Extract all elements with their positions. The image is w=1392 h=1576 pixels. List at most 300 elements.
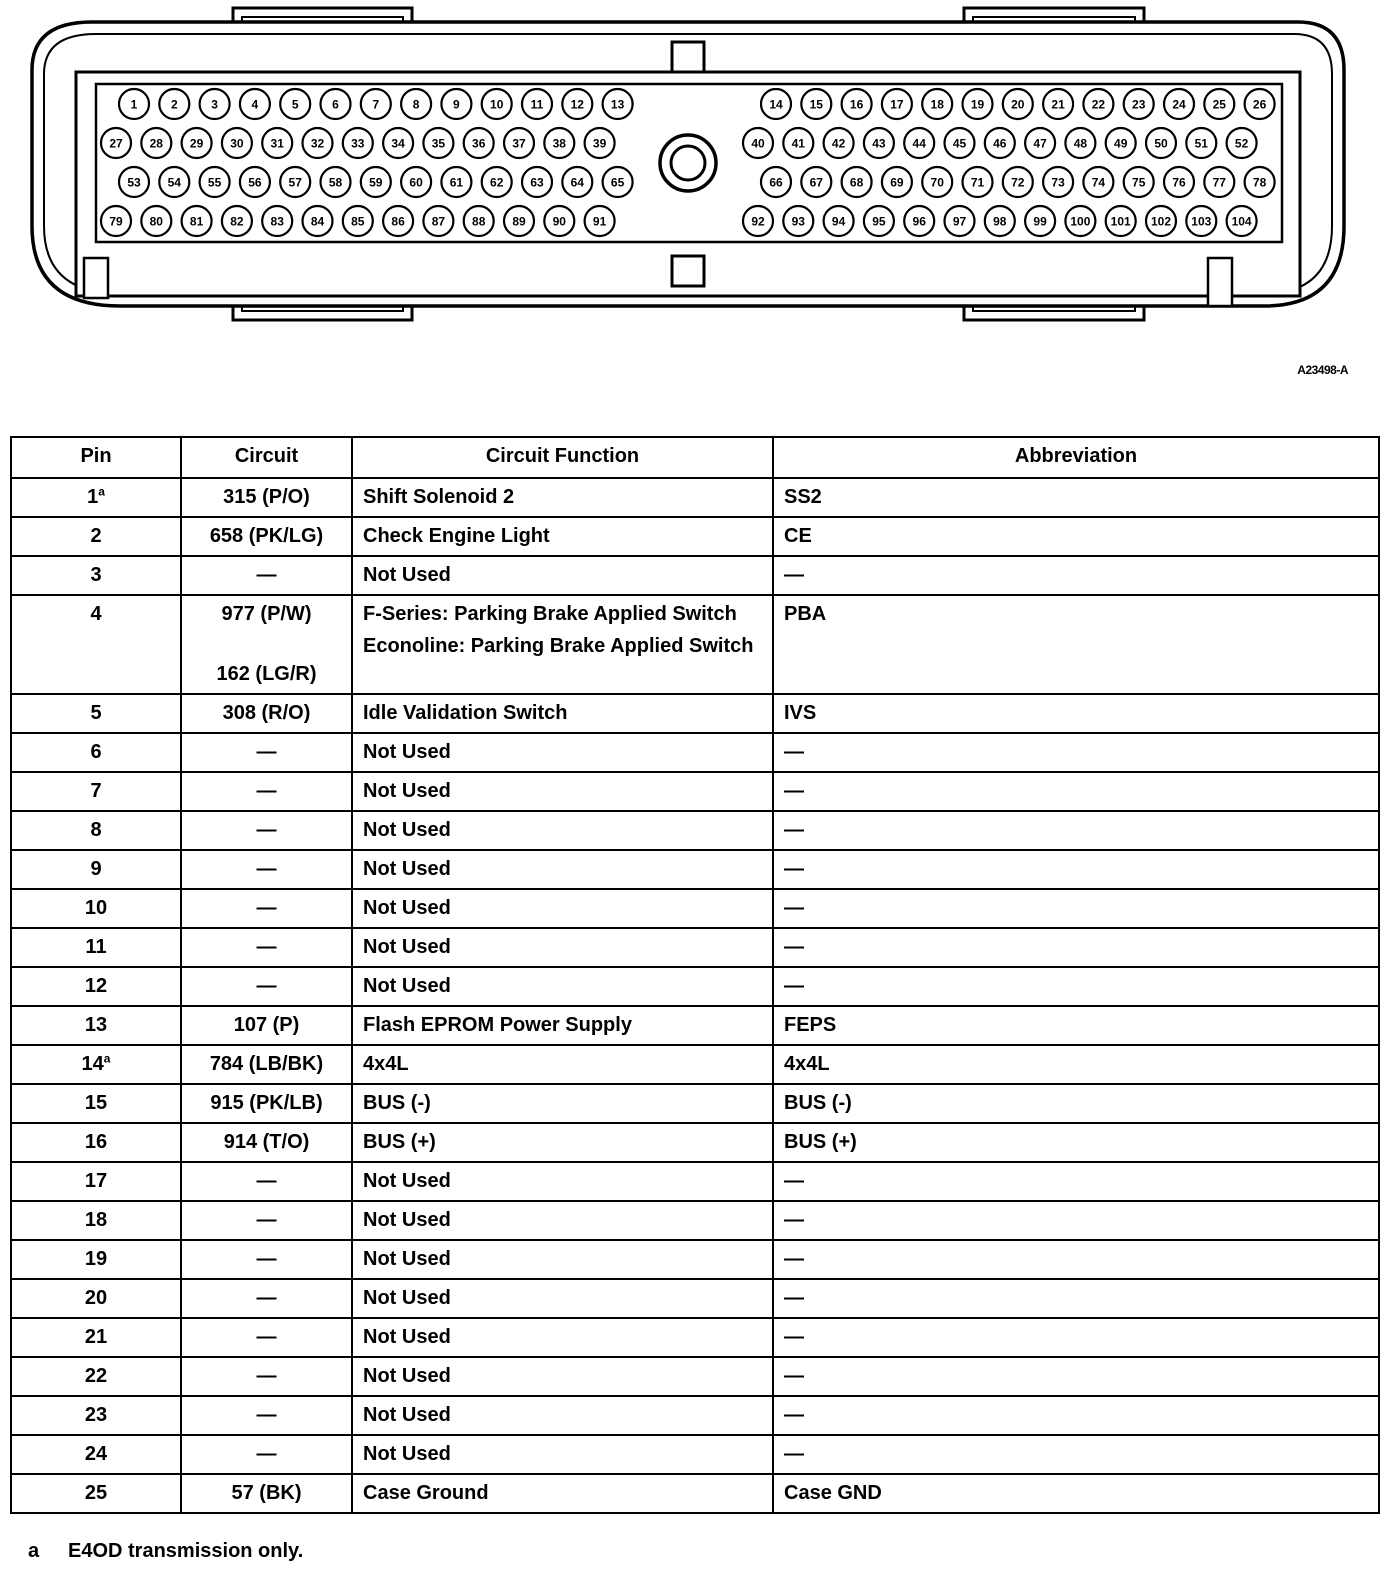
connector-pin-label: 65 [610,175,625,190]
circuit-value: — [256,780,277,802]
connector-pin [119,167,149,197]
connector-pin [1065,128,1095,158]
connector-pin-label: 71 [970,175,985,190]
cell-circuit [181,928,352,967]
connector-pin [1146,128,1176,158]
cell-abbreviation: Case GND [773,1474,1379,1513]
connector-pin [343,128,373,158]
circuit-value: — [256,897,277,919]
pin-number: 22 [84,1365,108,1387]
connector-pin [743,206,773,236]
connector-pin [585,128,615,158]
cell-circuit [181,1357,352,1396]
footnote-ref: a [103,1051,111,1066]
table-row [11,1279,1379,1318]
cell-pin [11,811,181,850]
col-header-circuit: Circuit [181,437,352,478]
cell-abbreviation: — [773,1357,1379,1396]
pin-number: 20 [84,1287,108,1309]
function-value: Not Used [363,1287,451,1309]
connector-pin [544,206,574,236]
cell-function [352,1006,773,1045]
connector-pin-label: 83 [270,214,284,229]
connector-pin [240,89,270,119]
connector-pin-label: 29 [189,136,204,151]
connector-pin [603,167,633,197]
connector-pin-label: 66 [769,175,783,190]
function-value: Not Used [363,1326,451,1348]
cell-function [352,1201,773,1240]
circuit-value: 57 (BK) [231,1482,302,1504]
pin-number: 24 [84,1443,108,1465]
connector-pin-label: 22 [1091,97,1106,112]
connector-pin [1186,206,1216,236]
pin-number: 3 [90,564,102,586]
cell-pin [11,1279,181,1318]
table-row [11,1084,1379,1123]
connector-pin-label: 32 [310,136,325,151]
table-row [11,1006,1379,1045]
connector-pin-label: 3 [211,97,218,112]
pin-number: 17 [84,1170,108,1192]
connector-pin-label: 88 [472,214,486,229]
connector-pin [1025,206,1055,236]
cell-circuit [181,811,352,850]
cell-abbreviation: — [773,1396,1379,1435]
connector-pin [864,206,894,236]
circuit-value: — [256,1443,277,1465]
connector-pin-label: 42 [831,136,846,151]
connector-pin [842,167,872,197]
function-value: Not Used [363,1365,451,1387]
cell-pin [11,967,181,1006]
cell-circuit [181,694,352,733]
circuit-value: — [256,975,277,997]
cell-pin [11,1162,181,1201]
connector-pin-label: 47 [1033,136,1047,151]
cell-circuit [181,556,352,595]
table-row [11,1045,1379,1084]
connector-pin [801,89,831,119]
connector-pin-label: 69 [890,175,904,190]
connector-pin [361,89,391,119]
connector-pin-label: 28 [149,136,163,151]
connector-pin-label: 36 [472,136,486,151]
cell-function [352,556,773,595]
connector-pin [101,206,131,236]
connector-pin-label: 24 [1172,97,1186,112]
cell-abbreviation: — [773,1162,1379,1201]
connector-pin-label: 100 [1070,214,1091,229]
cell-abbreviation: — [773,850,1379,889]
connector-pin [522,167,552,197]
connector-pin [1227,128,1257,158]
pin-number: 1 [87,486,99,508]
connector-pin-label: 98 [993,214,1007,229]
cell-circuit [181,517,352,556]
connector-pin-label: 18 [930,97,944,112]
connector-pin [761,167,791,197]
connector-pin [603,89,633,119]
cell-pin [11,928,181,967]
cell-pin [11,694,181,733]
connector-pin [280,89,310,119]
connector-pin-label: 84 [310,214,325,229]
connector-pin [801,167,831,197]
cell-function [352,1396,773,1435]
cell-abbreviation: — [773,1279,1379,1318]
connector-pin [343,206,373,236]
circuit-value: — [256,936,277,958]
function-value: Case Ground [363,1482,489,1504]
cell-circuit [181,772,352,811]
circuit-value: — [256,564,277,586]
table-row [11,1240,1379,1279]
cell-pin [11,1006,181,1045]
connector-pin-label: 72 [1011,175,1025,190]
connector-pin [1204,89,1234,119]
connector-pin [922,167,952,197]
cell-abbreviation: BUS (-) [773,1084,1379,1123]
connector-pin [1003,167,1033,197]
cell-pin [11,478,181,517]
circuit-value: 977 (P/W) [221,603,312,625]
function-value: Shift Solenoid 2 [363,486,515,508]
connector-pin-label: 70 [930,175,944,190]
connector-pin [1065,206,1095,236]
connector-pin-label: 90 [552,214,566,229]
connector-pin [1227,206,1257,236]
cell-abbreviation: — [773,1435,1379,1474]
pin-number: 13 [84,1014,108,1036]
cell-function [352,811,773,850]
cell-pin [11,517,181,556]
connector-pin-label: 51 [1194,136,1208,151]
cell-pin [11,1318,181,1357]
cell-abbreviation: — [773,556,1379,595]
connector-pin [240,167,270,197]
cell-abbreviation: PBA [773,595,1379,694]
connector-pin [1124,89,1154,119]
connector-pin-label: 6 [332,97,339,112]
cell-abbreviation: 4x4L [773,1045,1379,1084]
connector-pin [1204,167,1234,197]
connector-pin [522,89,552,119]
connector-pin [1245,167,1275,197]
pin-number: 11 [85,936,107,958]
pin-number: 12 [84,975,108,997]
table-row [11,889,1379,928]
connector-guide-right [1208,258,1232,306]
connector-pin [783,206,813,236]
connector-pin-label: 91 [592,214,607,229]
connector-pin-label: 94 [831,214,846,229]
connector-pin [119,89,149,119]
connector-pin-label: 61 [449,175,464,190]
cell-function [352,1084,773,1123]
pin-number: 15 [84,1092,108,1114]
function-value: Not Used [363,1170,451,1192]
table-row [11,1357,1379,1396]
cell-function [352,694,773,733]
table-row [11,772,1379,811]
connector-pin-label: 23 [1132,97,1146,112]
connector-pin-label: 60 [409,175,423,190]
circuit-value: — [256,1170,277,1192]
figure-id-label: A23498-A [1297,363,1348,377]
connector-pin-label: 52 [1234,136,1249,151]
connector-pin-label: 53 [127,175,141,190]
circuit-value: 308 (R/O) [222,702,311,724]
connector-pin [963,89,993,119]
function-value: 4x4L [363,1053,409,1075]
connector-pin-label: 80 [149,214,163,229]
connector-pin-label: 76 [1172,175,1186,190]
connector-pin-label: 17 [890,97,904,112]
cell-abbreviation: — [773,1240,1379,1279]
connector-diagram [0,0,1392,340]
function-value: Check Engine Light [363,525,550,547]
connector-pin-label: 68 [849,175,864,190]
circuit-value: — [256,1209,277,1231]
cell-pin [11,1123,181,1162]
cell-circuit [181,595,352,694]
connector-pin-label: 97 [952,214,967,229]
cell-function [352,850,773,889]
cell-function [352,772,773,811]
circuit-value: 914 (T/O) [223,1131,310,1153]
cell-function [352,1123,773,1162]
pin-number: 4 [90,603,102,625]
connector-pin [504,128,534,158]
function-value: BUS (-) [363,1092,431,1114]
cell-circuit [181,1474,352,1513]
connector-pin-label: 50 [1154,136,1168,151]
connector-key-bottom [672,256,704,286]
connector-pin-label: 4 [251,97,259,112]
cell-circuit [181,1045,352,1084]
cell-circuit [181,1435,352,1474]
connector-pin [482,167,512,197]
table-row [11,1435,1379,1474]
table-header-row [11,437,1379,478]
connector-pin [464,128,494,158]
table-row [11,850,1379,889]
connector-pin-label: 75 [1132,175,1146,190]
cell-pin [11,1240,181,1279]
function-value: Not Used [363,1404,451,1426]
connector-pin-label: 48 [1073,136,1088,151]
connector-pin-label: 37 [512,136,526,151]
connector-pin-label: 33 [351,136,365,151]
table-row [11,928,1379,967]
footnote-mark: a [28,1540,40,1562]
cell-abbreviation: — [773,889,1379,928]
table-row [11,1318,1379,1357]
connector-guide-left [84,258,108,298]
connector-pin-label: 103 [1191,214,1212,229]
connector-pin-label: 2 [170,97,178,112]
connector-pin-label: 86 [391,214,405,229]
connector-pin [864,128,894,158]
connector-pin-label: 74 [1091,175,1106,190]
cell-circuit [181,1084,352,1123]
cell-abbreviation: — [773,811,1379,850]
cell-pin [11,1084,181,1123]
connector-pin-label: 41 [791,136,805,151]
connector-pin-label: 96 [912,214,926,229]
cell-abbreviation: CE [773,517,1379,556]
connector-pin-label: 95 [872,214,886,229]
function-value: Not Used [363,1209,451,1231]
pin-number: 19 [84,1248,108,1270]
cell-pin [11,772,181,811]
cell-abbreviation: SS2 [773,478,1379,517]
cell-circuit [181,1240,352,1279]
connector-pin-label: 11 [530,97,544,112]
connector-pin [441,167,471,197]
circuit-value: 915 (PK/LB) [210,1092,323,1114]
connector-pin-label: 35 [431,136,446,151]
connector-pin-label: 12 [570,97,584,112]
connector-pin-label: 26 [1252,97,1267,112]
circuit-value: — [256,1248,277,1270]
connector-pin-label: 89 [512,214,526,229]
footnote-text: E4OD transmission only. [68,1540,304,1562]
connector-pin-label: 46 [993,136,1007,151]
table-row [11,517,1379,556]
cell-circuit [181,478,352,517]
connector-pin [159,89,189,119]
pin-number: 7 [90,780,102,802]
connector-pin-label: 99 [1033,214,1047,229]
pin-number: 9 [90,858,102,880]
connector-pin [544,128,574,158]
pin-number: 18 [84,1209,108,1231]
circuit-value: — [256,1287,277,1309]
connector-pin-label: 45 [952,136,967,151]
connector-pin-label: 49 [1114,136,1128,151]
connector-pin [1043,89,1073,119]
connector-pin [361,167,391,197]
connector-pin [401,167,431,197]
connector-pin-label: 34 [391,136,405,151]
function-value: Econoline: Parking Brake Applied Switch [363,635,754,657]
connector-pin [1003,89,1033,119]
connector-pin [1083,89,1113,119]
connector-pin-label: 87 [431,214,446,229]
connector-pin-label: 58 [328,175,343,190]
table-row [11,1162,1379,1201]
connector-pin [423,206,453,236]
cell-circuit [181,889,352,928]
connector-pin [1164,167,1194,197]
function-value: BUS (+) [363,1131,436,1153]
connector-pin [303,206,333,236]
circuit-value: — [256,1404,277,1426]
connector-pin [783,128,813,158]
connector-pin-label: 7 [372,97,380,112]
connector-pin [321,89,351,119]
connector-pin [482,89,512,119]
cell-pin [11,889,181,928]
pin-table [10,436,1380,1514]
col-header-function: Circuit Function [352,437,773,478]
connector-pin-label: 63 [530,175,544,190]
connector-pin [441,89,471,119]
cell-circuit [181,967,352,1006]
connector-pin [303,128,333,158]
connector-pin [945,206,975,236]
cell-function [352,517,773,556]
connector-pin [280,167,310,197]
cell-abbreviation: — [773,733,1379,772]
connector-pin-label: 54 [167,175,181,190]
cell-abbreviation: — [773,1201,1379,1240]
table-row [11,967,1379,1006]
pin-number: 25 [84,1482,108,1504]
pin-number: 8 [90,819,102,841]
connector-pin [159,167,189,197]
table-row [11,694,1379,733]
circuit-value: — [256,1326,277,1348]
connector-pin-label: 77 [1212,175,1226,190]
connector-pin [182,206,212,236]
cell-function [352,478,773,517]
connector-pin-label: 10 [490,97,504,112]
connector-pin-label: 62 [490,175,504,190]
cell-circuit [181,733,352,772]
circuit-value: 658 (PK/LG) [209,525,324,547]
connector-pin [743,128,773,158]
pin-number: 5 [90,702,102,724]
footnote [28,1540,303,1563]
cell-function [352,1045,773,1084]
connector-pin [1164,89,1194,119]
connector-pin [1043,167,1073,197]
cell-pin [11,556,181,595]
connector-pin-label: 5 [291,97,299,112]
cell-function [352,1240,773,1279]
pin-number: 2 [90,525,102,547]
connector-pin [904,128,934,158]
connector-pin-label: 19 [970,97,985,112]
function-value: Not Used [363,1443,451,1465]
table-row [11,556,1379,595]
connector-pin [1186,128,1216,158]
cell-circuit [181,1318,352,1357]
connector-pin [1124,167,1154,197]
function-value: Flash EPROM Power Supply [363,1014,632,1036]
connector-pin-label: 73 [1051,175,1065,190]
pin-number: 23 [84,1404,108,1426]
cell-pin [11,850,181,889]
connector-pin-label: 40 [751,136,765,151]
connector-pin [882,89,912,119]
circuit-value: 315 (P/O) [223,486,310,508]
cell-abbreviation: BUS (+) [773,1123,1379,1162]
cell-pin [11,1357,181,1396]
cell-function [352,928,773,967]
connector-pin-label: 14 [769,97,783,112]
connector-pin [562,89,592,119]
connector-pin [1106,206,1136,236]
cell-function [352,1162,773,1201]
connector-pin-label: 92 [751,214,765,229]
circuit-value: 162 (LG/R) [216,663,317,685]
connector-pin [1083,167,1113,197]
connector-pin [222,206,252,236]
